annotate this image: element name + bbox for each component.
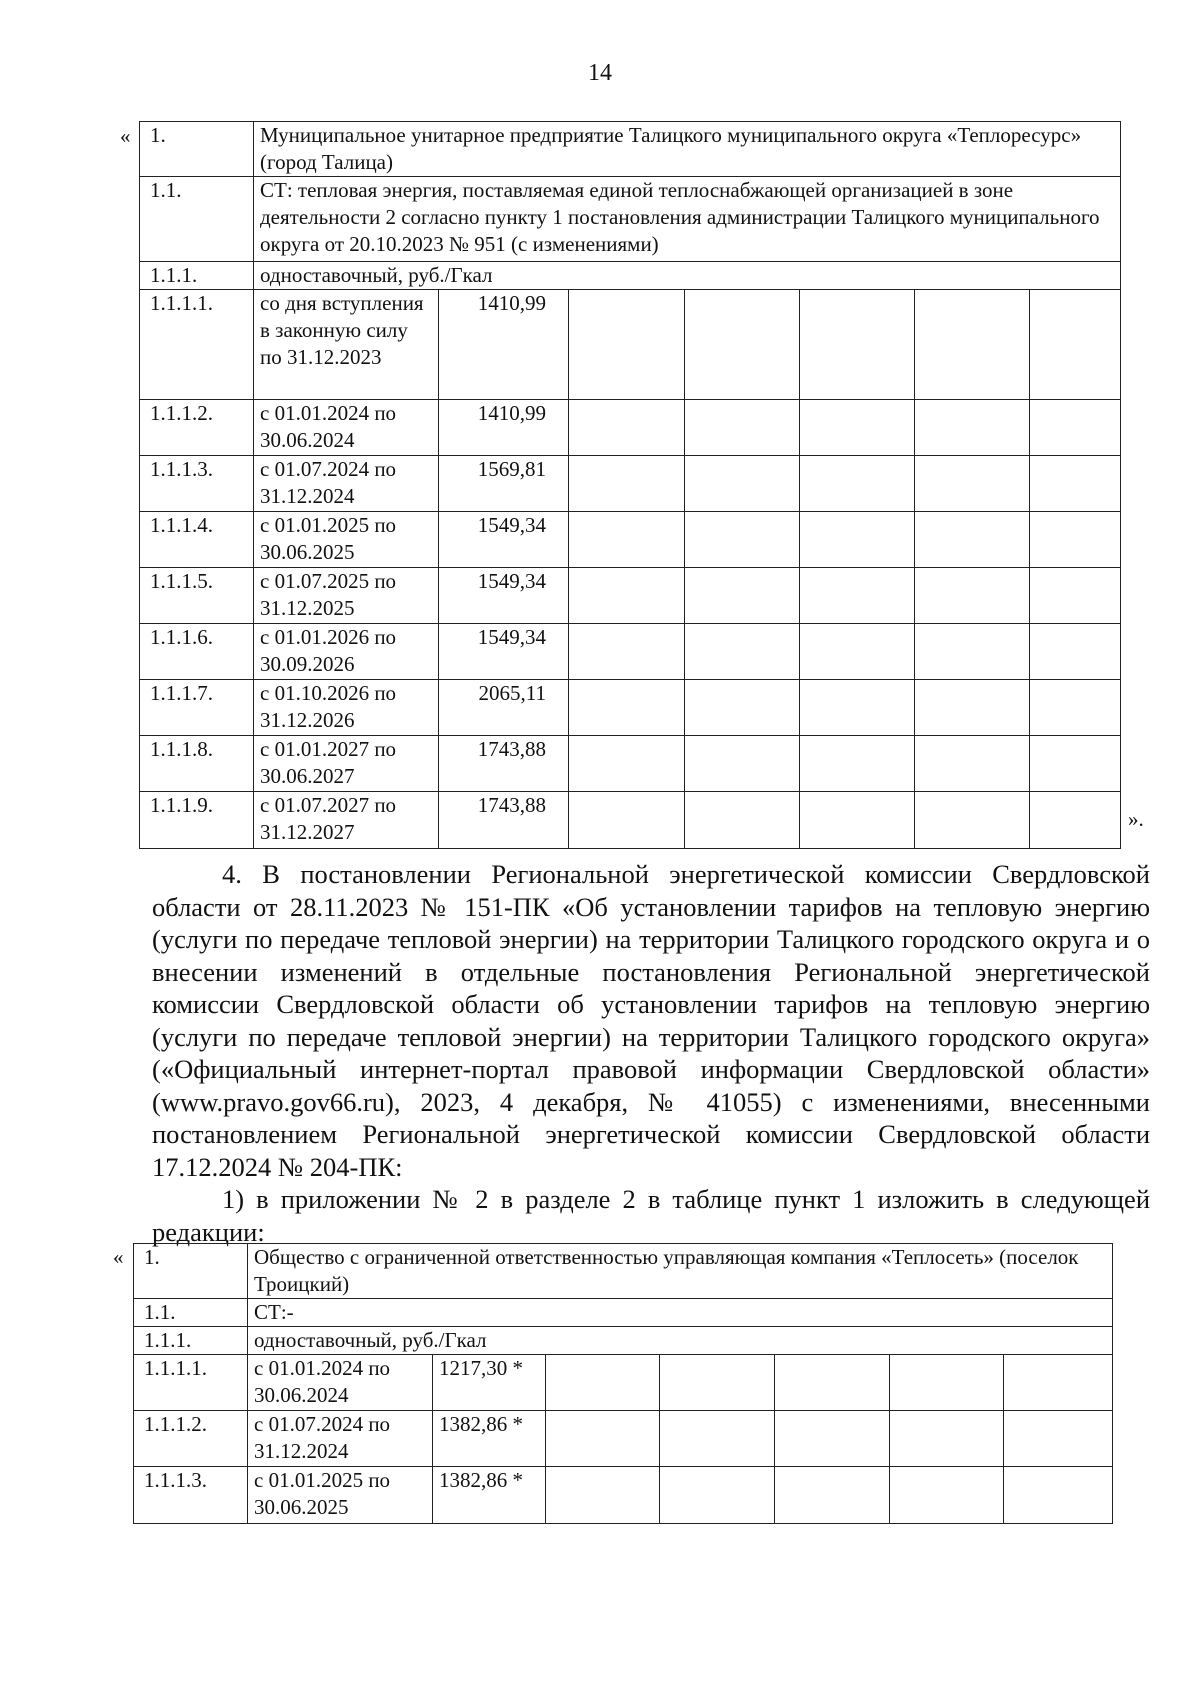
quote-open-1: « [120, 124, 131, 148]
empty-cell [915, 624, 1030, 680]
empty-cell [1030, 512, 1121, 568]
tariff-value: 1217,30 * [433, 1355, 546, 1411]
section-number: 1.1. [134, 1299, 248, 1327]
empty-cell [890, 1355, 1004, 1411]
org-row [140, 122, 1121, 177]
tariff-row [140, 624, 1121, 680]
period: со дня вступления в законную силу по 31.12.2023 [254, 290, 439, 400]
tariff-row [140, 568, 1121, 624]
empty-cell [1030, 400, 1121, 456]
tariff-value: 1549,34 [439, 568, 569, 624]
tariff-value: 1410,99 [439, 290, 569, 400]
row-number: 1.1.1.3. [134, 1467, 248, 1524]
empty-cell [685, 792, 800, 849]
row-number: 1.1.1.4. [140, 512, 254, 568]
tariff-row [140, 400, 1121, 456]
row-number: 1.1.1.2. [134, 1411, 248, 1467]
empty-cell [685, 736, 800, 792]
empty-cell [660, 1467, 775, 1524]
rate-number: 1.1.1. [134, 1327, 248, 1355]
tariff-table-2 [133, 1243, 1113, 1524]
empty-cell [800, 680, 915, 736]
tariff-value: 1743,88 [439, 736, 569, 792]
rate-number: 1.1.1. [140, 262, 254, 290]
tariff-row [140, 736, 1121, 792]
tariff-row [140, 290, 1121, 400]
empty-cell [685, 568, 800, 624]
empty-cell [915, 400, 1030, 456]
empty-cell [546, 1411, 660, 1467]
empty-cell [915, 568, 1030, 624]
section-text: СТ:- [248, 1299, 1113, 1327]
empty-cell [1030, 290, 1121, 400]
empty-cell [1004, 1355, 1113, 1411]
empty-cell [915, 736, 1030, 792]
period: с 01.07.2025 по 31.12.2025 [254, 568, 439, 624]
empty-cell [685, 680, 800, 736]
empty-cell [569, 456, 685, 512]
empty-cell [800, 624, 915, 680]
row-number: 1.1.1.5. [140, 568, 254, 624]
org-number: 1. [134, 1244, 248, 1299]
tariff-value: 2065,11 [439, 680, 569, 736]
section-row [140, 177, 1121, 262]
empty-cell [660, 1411, 775, 1467]
empty-cell [569, 400, 685, 456]
rate-row [140, 262, 1121, 290]
empty-cell [569, 792, 685, 849]
period: с 01.01.2026 по 30.09.2026 [254, 624, 439, 680]
row-number: 1.1.1.2. [140, 400, 254, 456]
empty-cell [569, 290, 685, 400]
quote-close-1: ». [1128, 807, 1144, 831]
empty-cell [1030, 736, 1121, 792]
empty-cell [800, 568, 915, 624]
tariff-value: 1549,34 [439, 512, 569, 568]
empty-cell [1004, 1467, 1113, 1524]
org-name: Общество с ограниченной ответственностью управляющая компания «Теплосеть» (поселок Троицкий) [248, 1244, 1113, 1299]
period: с 01.07.2024 по 31.12.2024 [254, 456, 439, 512]
tariff-row [134, 1355, 1113, 1411]
empty-cell [660, 1355, 775, 1411]
empty-cell [569, 624, 685, 680]
period: с 01.10.2026 по 31.12.2026 [254, 680, 439, 736]
section-row [134, 1299, 1113, 1327]
row-number: 1.1.1.8. [140, 736, 254, 792]
empty-cell [569, 568, 685, 624]
period: с 01.01.2027 по 30.06.2027 [254, 736, 439, 792]
rate-text: одноставочный, руб./Гкал [254, 262, 1121, 290]
row-number: 1.1.1.9. [140, 792, 254, 849]
empty-cell [685, 624, 800, 680]
org-name: Муниципальное унитарное предприятие Талицкого муниципального округа «Теплоресурс» (город Талица) [254, 122, 1121, 177]
tariff-value: 1549,34 [439, 624, 569, 680]
empty-cell [1030, 792, 1121, 849]
empty-cell [800, 290, 915, 400]
empty-cell [685, 512, 800, 568]
empty-cell [685, 400, 800, 456]
empty-cell [775, 1411, 890, 1467]
empty-cell [685, 290, 800, 400]
period: с 01.01.2025 по 30.06.2025 [248, 1467, 433, 1524]
empty-cell [800, 792, 915, 849]
row-number: 1.1.1.1. [134, 1355, 248, 1411]
paragraph-4: 4. В постановлении Региональной энергетической комиссии Свердловской области от 28.11.2023 № 151-ПК «Об установлении тарифов на тепловую энергию (услуги по передаче тепловой энергии) на территории Талицкого городского округа и о внесении изменений в отдельные постановления Региональной энергетической комиссии Свердловской области об установлении тарифов на тепловую энергию (услуги по передаче тепловой энергии) на территории Талицкого городского округа» («Официальный интернет-портал правовой информации Свердловской области» (www.pravo.gov66.ru), 2023, 4 декабря, № 41055) с изменениями, внесенными постановлением Региональной энергетической комиссии Свердловской области 17.12.2024 № 204-ПК: [152, 859, 1150, 1182]
empty-cell [569, 736, 685, 792]
tariff-row [140, 792, 1121, 849]
page-number: 14 [588, 60, 612, 86]
empty-cell [1004, 1411, 1113, 1467]
tariff-value: 1410,99 [439, 400, 569, 456]
period: с 01.07.2027 по 31.12.2027 [254, 792, 439, 849]
tariff-value: 1382,86 * [433, 1411, 546, 1467]
period: с 01.07.2024 по 31.12.2024 [248, 1411, 433, 1467]
row-number: 1.1.1.7. [140, 680, 254, 736]
empty-cell [800, 512, 915, 568]
empty-cell [915, 680, 1030, 736]
rate-text: одноставочный, руб./Гкал [248, 1327, 1113, 1355]
empty-cell [1030, 456, 1121, 512]
empty-cell [1030, 624, 1121, 680]
empty-cell [546, 1355, 660, 1411]
empty-cell [890, 1467, 1004, 1524]
rate-row [134, 1327, 1113, 1355]
tariff-row [140, 512, 1121, 568]
quote-open-2: « [113, 1245, 124, 1269]
tariff-value: 1382,86 * [433, 1467, 546, 1524]
period: с 01.01.2024 по 30.06.2024 [248, 1355, 433, 1411]
tariff-row [140, 680, 1121, 736]
empty-cell [1030, 680, 1121, 736]
period: с 01.01.2025 по 30.06.2025 [254, 512, 439, 568]
tariff-value: 1743,88 [439, 792, 569, 849]
tariff-row [140, 456, 1121, 512]
empty-cell [915, 456, 1030, 512]
empty-cell [800, 400, 915, 456]
row-number: 1.1.1.3. [140, 456, 254, 512]
org-number: 1. [140, 122, 254, 177]
empty-cell [685, 456, 800, 512]
empty-cell [915, 290, 1030, 400]
amendment-text [152, 858, 1150, 1248]
empty-cell [546, 1467, 660, 1524]
empty-cell [569, 512, 685, 568]
tariff-row [134, 1411, 1113, 1467]
empty-cell [915, 792, 1030, 849]
org-row [134, 1244, 1113, 1299]
section-number: 1.1. [140, 177, 254, 262]
empty-cell [775, 1355, 890, 1411]
row-number: 1.1.1.1. [140, 290, 254, 400]
tariff-value: 1569,81 [439, 456, 569, 512]
empty-cell [775, 1467, 890, 1524]
empty-cell [890, 1411, 1004, 1467]
paragraph-4-1: 1) в приложении № 2 в разделе 2 в таблице пункт 1 изложить в следующей редакции: [152, 1184, 1150, 1247]
section-text: СТ: тепловая энергия, поставляемая единой теплоснабжающей организацией в зоне деятельности 2 согласно пункту 1 постановления администрации Талицкого муниципального округа от 20.10.2023 № 951 (с изменениями) [254, 177, 1121, 262]
period: с 01.01.2024 по 30.06.2024 [254, 400, 439, 456]
empty-cell [569, 680, 685, 736]
empty-cell [800, 456, 915, 512]
empty-cell [800, 736, 915, 792]
tariff-row [134, 1467, 1113, 1524]
row-number: 1.1.1.6. [140, 624, 254, 680]
tariff-table-1 [139, 121, 1121, 849]
empty-cell [915, 512, 1030, 568]
empty-cell [1030, 568, 1121, 624]
